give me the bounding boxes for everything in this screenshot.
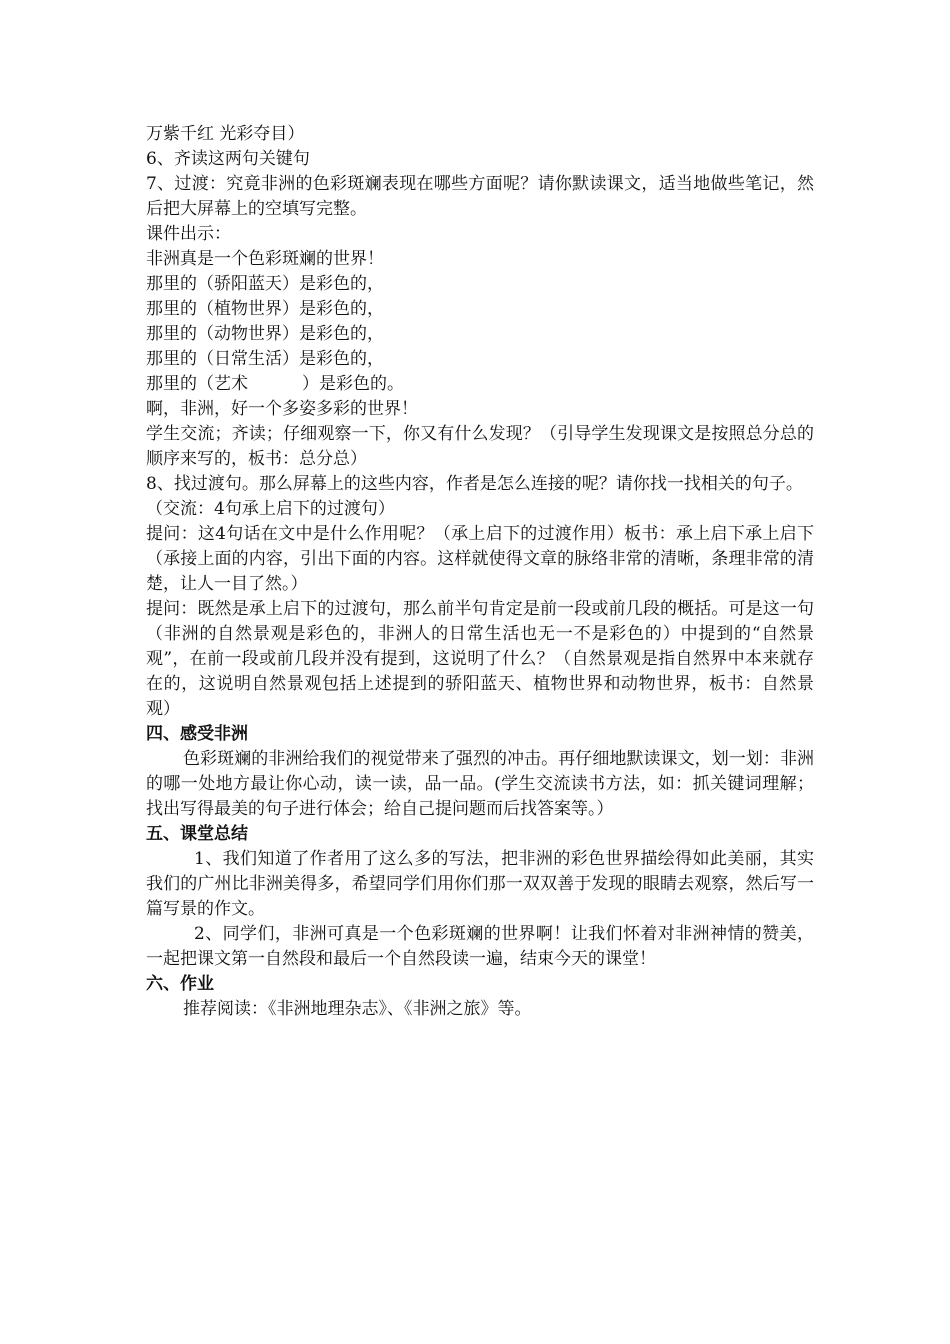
paragraph-question-1: 提问：这4句话在文中是什么作用呢？（承上启下的过渡作用）板书：承上启下承上启下（承接上面的内容，引出下面的内容。这样就使得文章的脉络非常的清晰，条理非常的清楚，让人一目了然。） bbox=[146, 524, 814, 594]
text-line: 课件出示： bbox=[146, 224, 231, 244]
section-heading-6: 六、作业 bbox=[146, 974, 214, 994]
paragraph-summary-1: 1、我们知道了作者用了这么多的写法，把非洲的彩色世界描绘得如此美丽，其实我们的广州比非洲美得多，希望同学们用你们那一双双善于发现的眼睛去观察，然后写一篇写景的作文。 bbox=[146, 849, 814, 919]
section-heading-4: 四、感受非洲 bbox=[146, 724, 248, 744]
text-line: （交流：4句承上启下的过渡句） bbox=[146, 499, 395, 519]
slide-line: 非洲真是一个色彩斑斓的世界！ bbox=[146, 249, 384, 269]
text-line: 万紫千红 光彩夺目） bbox=[146, 124, 305, 144]
slide-line: 那里的（动物世界）是彩色的， bbox=[146, 324, 384, 344]
slide-content bbox=[146, 247, 814, 422]
slide-line: 啊，非洲，好一个多姿多彩的世界！ bbox=[146, 399, 418, 419]
paragraph-homework: 推荐阅读：《非洲地理杂志》、《非洲之旅》等。 bbox=[183, 999, 532, 1019]
paragraph-summary-2: 2、同学们，非洲可真是一个色彩斑斓的世界啊！让我们怀着对非洲神情的赞美，一起把课文第一自然段和最后一个自然段读一遍，结束今天的课堂！ bbox=[146, 924, 814, 969]
paragraph-question-2: 提问：既然是承上启下的过渡句，那么前半句肯定是前一段或前几段的概括。可是这一句（非洲的自然景观是彩色的，非洲人的日常生活也无一不是彩色的）中提到的“自然景观”，在前一段或前几段并没有提到，这说明了什么？（自然景观是指自然界中本来就存在的，这说明自然景观包括上述提到的骄阳蓝天、植物世界和动物世界，板书：自然景观） bbox=[146, 599, 814, 719]
paragraph-section-4: 色彩斑斓的非洲给我们的视觉带来了强烈的冲击。再仔细地默读课文，划一划：非洲的哪一处地方最让你心动，读一读，品一品。(学生交流读书方法，如：抓关键词理解；找出写得最美的句子进行体会；给自己提问题而后找答案等。） bbox=[146, 749, 814, 819]
slide-line: 那里的（日常生活）是彩色的， bbox=[146, 349, 384, 369]
slide-line: 那里的（植物世界）是彩色的， bbox=[146, 299, 384, 319]
document-page bbox=[146, 122, 814, 1022]
paragraph-discussion: 学生交流；齐读；仔细观察一下，你又有什么发现？（引导学生发现课文是按照总分总的顺序来写的，板书：总分总） bbox=[146, 424, 814, 469]
text-line: 6、齐读这两句关键句 bbox=[146, 149, 310, 169]
slide-line: 那里的（骄阳蓝天）是彩色的， bbox=[146, 274, 384, 294]
section-heading-5: 五、课堂总结 bbox=[146, 824, 248, 844]
paragraph-find-transition: 8、找过渡句。那么屏幕上的这些内容，作者是怎么连接的呢？请你找一找相关的句子。 bbox=[146, 474, 803, 494]
paragraph-transition: 7、过渡：究竟非洲的色彩斑斓表现在哪些方面呢？请你默读课文，适当地做些笔记，然后把大屏幕上的空填写完整。 bbox=[146, 174, 814, 219]
slide-line: 那里的（艺术 ）是彩色的。 bbox=[146, 374, 405, 394]
